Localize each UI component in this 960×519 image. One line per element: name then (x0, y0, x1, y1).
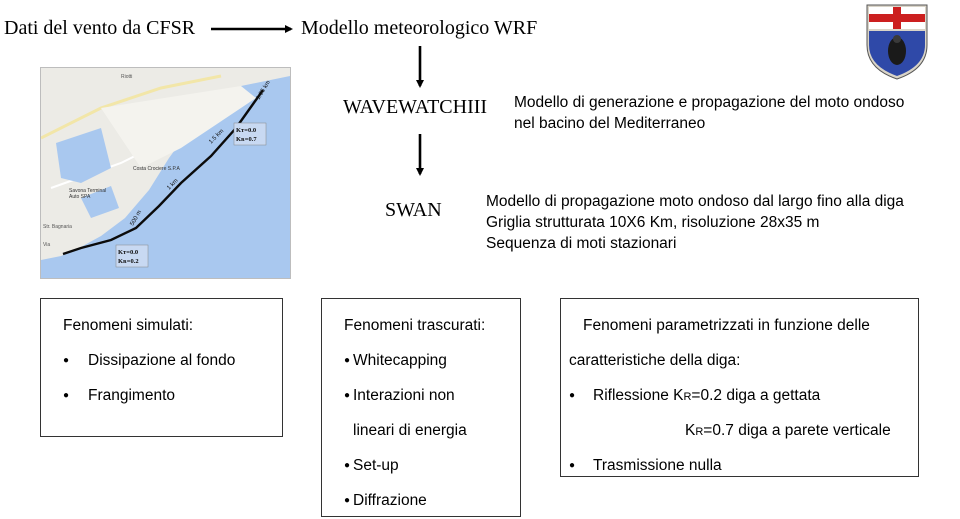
list-item-continuation (322, 413, 520, 448)
reflection2-suffix: =0.7 diga a parete verticale (703, 422, 891, 439)
map-label-terminal-1: Savona Terminal (69, 188, 107, 194)
simulated-phenomena-panel (40, 298, 283, 437)
reflection-prefix: Riflessione K (593, 387, 684, 404)
swan-desc-line2: Griglia strutturata 10X6 Km, risoluzione 28x35 m (486, 214, 820, 231)
list-item (322, 343, 520, 378)
segment-label-4: 500 m (129, 209, 144, 227)
wavewatch-desc-line2: nel bacino del Mediterraneo (514, 115, 706, 132)
bullet-icon: ● (344, 495, 351, 506)
upper-kt: Kт=0.0 (236, 127, 257, 134)
simulated-item-1: Dissipazione al fondo (88, 352, 236, 369)
neglected-phenomena-panel (321, 298, 521, 517)
segment-label-1: 1.95 km (255, 79, 273, 102)
bullet-icon: ● (63, 355, 70, 366)
reflection2-prefix: K (685, 422, 696, 439)
wavewatch-desc-line1: Modello di generazione e propagazione del moto ondoso (514, 94, 905, 111)
list-item (322, 483, 520, 518)
segment-label-2: 1.5 km (208, 128, 226, 146)
model-label: Modello meteorologico WRF (301, 17, 538, 39)
bullet-icon: ● (63, 390, 70, 401)
parametrized-item-1 (593, 378, 820, 415)
parametrized-item-1b (685, 413, 891, 450)
list-item (322, 378, 520, 413)
lower-kr: Kʀ=0.2 (118, 258, 139, 265)
neglected-item-2a: Interazioni non (353, 387, 455, 404)
simulated-item-2: Frangimento (88, 387, 176, 404)
reflection-suffix: =0.2 diga a gettata (691, 387, 821, 404)
parametrized-title-2-row (561, 343, 918, 378)
reflection-sub: R (683, 391, 692, 403)
bullet-icon: ● (344, 460, 351, 471)
upper-coeff-box (234, 123, 266, 145)
neglected-item-1: Whitecapping (353, 352, 447, 369)
list-item (561, 448, 918, 483)
lower-coeff-box (116, 245, 148, 267)
neglected-item-2b: lineari di energia (353, 422, 467, 439)
swan-label: SWAN (385, 199, 442, 221)
wavewatch-description (514, 92, 904, 134)
segment-label-3: 1 km (166, 177, 180, 192)
parametrized-title-1: Fenomeni parametrizzati in funzione delle (583, 317, 870, 334)
port-map (40, 67, 291, 279)
reflection2-sub: R (695, 426, 704, 438)
source-label: Dati del vento da CFSR (4, 17, 196, 39)
neglected-item-3: Set-up (353, 457, 399, 474)
bullet-icon: ● (569, 390, 576, 401)
bullet-icon: ● (344, 355, 351, 366)
map-label-rio: Riotti (121, 74, 133, 80)
map-label-street-2: Via (43, 242, 51, 248)
map-label-terminal-2: Auto SPA (69, 194, 91, 200)
upper-kr: Kʀ=0.7 (236, 136, 257, 143)
neglected-item-4: Diffrazione (353, 492, 427, 509)
simulated-title: Fenomeni simulati: (63, 317, 194, 334)
list-item-continuation (561, 413, 918, 448)
map-label-costa: Costa Crociere S.P.A (133, 166, 180, 172)
list-item (561, 378, 918, 413)
bullet-icon: ● (569, 460, 576, 471)
parametrized-item-2: Trasmissione nulla (593, 457, 722, 474)
wavewatch-label: WAVEWATCHIII (343, 96, 488, 118)
list-item (41, 343, 282, 378)
swan-desc-line1: Modello di propagazione moto ondoso dal largo fino alla diga (486, 193, 904, 210)
coat-of-arms-icon (865, 3, 929, 81)
bullet-icon: ● (344, 390, 351, 401)
swan-description (486, 191, 960, 254)
parametrized-phenomena-panel (560, 298, 919, 477)
list-item (41, 378, 282, 413)
list-item (322, 448, 520, 483)
lower-kt: Kт=0.0 (118, 249, 139, 256)
neglected-title: Fenomeni trascurati: (344, 317, 486, 334)
parametrized-title-2: caratteristiche della diga: (569, 352, 741, 369)
swan-desc-line3: Sequenza di moti stazionari (486, 235, 677, 252)
map-label-street-1: Str. Bagnaria (43, 224, 72, 230)
